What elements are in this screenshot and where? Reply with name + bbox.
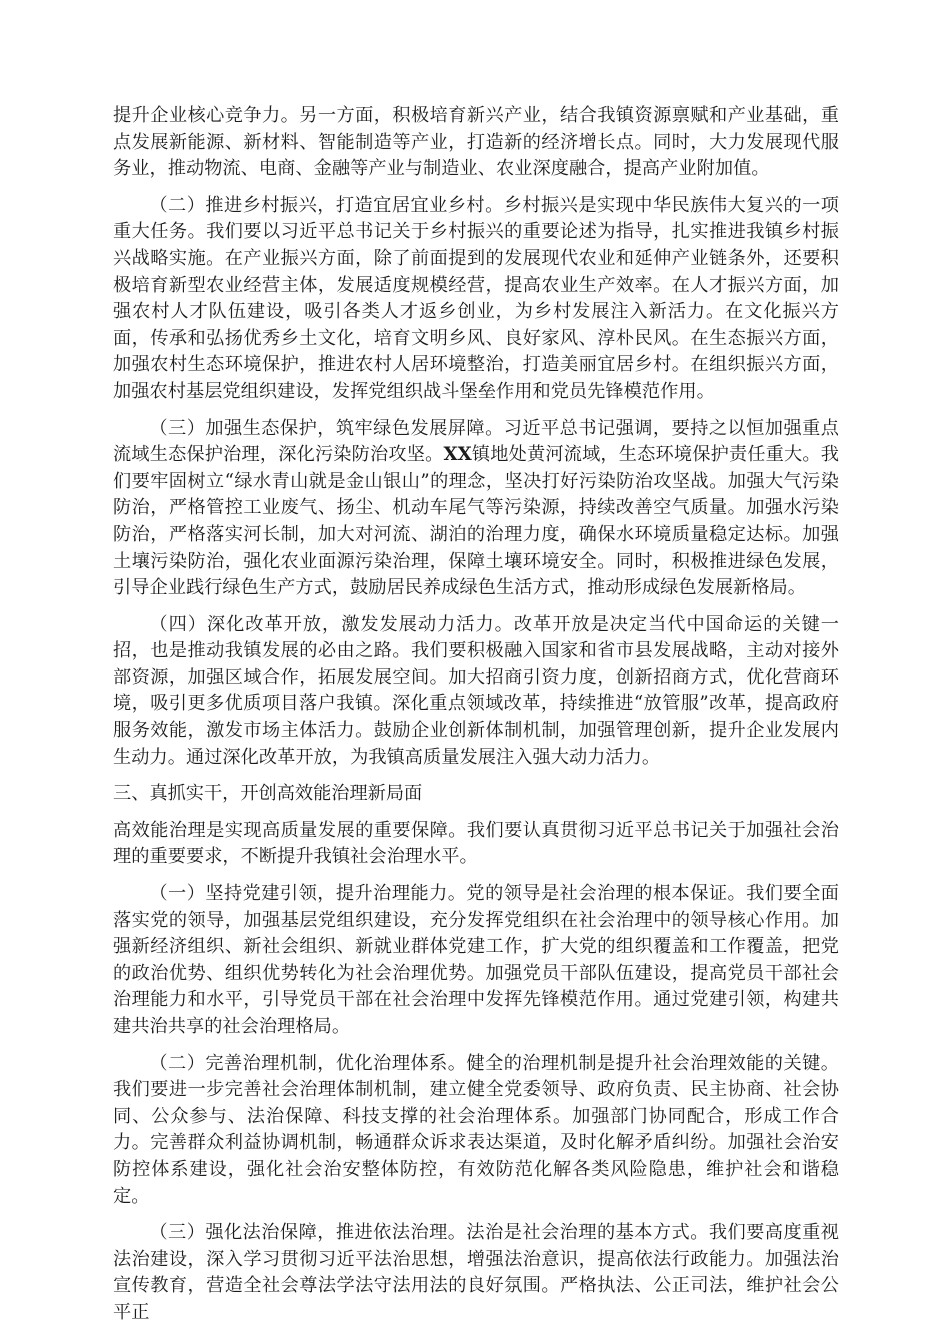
paragraph-governance-intro: 高效能治理是实现高质量发展的重要保障。我们要认真贯彻习近平总书记关于加强社会治理的重要要求，不断提升我镇社会治理水平。 [113,819,839,868]
town-name-placeholder: XX [443,444,472,466]
paragraph-party-building-leadership: （一）坚持党建引领，提升治理能力。党的领导是社会治理的根本保证。我们要全面落实党的领导，加强基层党组织建设，充分发挥党组织在社会治理中的领导核心作用。加强新经济组织、新社会组织、新就业群体党建工作，扩大党的组织覆盖和工作覆盖，把党的政治优势、组织优势转化为社会治理优势。加强党员干部队伍建设，提高党员干部社会治理能力和水平，引导党员干部在社会治理中发挥先锋模范作用。通过党建引领，构建共建共治共享的社会治理格局。 [113,883,839,1037]
paragraph-reform-opening: （四）深化改革开放，激发发展动力活力。改革开放是决定当代中国命运的关键一招，也是推动我镇发展的必由之路。我们要积极融入国家和省市县发展战略，主动对接外部资源，加强区域合作，拓展发展空间。加大招商引资力度，创新招商方式，优化营商环境，吸引更多优质项目落户我镇。深化重点领域改革，持续推进“放管服”改革，提高政府服务效能，激发市场主体活力。鼓励企业创新体制机制，加强管理创新，提升企业发展内生动力。通过深化改革开放，为我镇高质量发展注入强大动力活力。 [113,613,839,768]
paragraph-rural-revitalization: （二）推进乡村振兴，打造宜居宜业乡村。乡村振兴是实现中华民族伟大复兴的一项重大任务。我们要以习近平总书记关于乡村振兴的重要论述为指导，扎实推进我镇乡村振兴战略实施。在产业振兴方面，除了前面提到的发展现代农业和延伸产业链条外，还要积极培育新型农业经营主体，发展适度规模经营，提高农业生产效率。在人才振兴方面，加强农村人才队伍建设，吸引各类人才返乡创业，为乡村发展注入新活力。在文化振兴方面，传承和弘扬优秀乡土文化，培育文明乡风、良好家风、淳朴民风。在生态振兴方面，加强农村生态环境保护，推进农村人居环境整治，打造美丽宜居乡村。在组织振兴方面，加强农村基层党组织建设，发挥党组织战斗堡垒作用和党员先锋模范作用。 [113,194,839,402]
paragraph-rule-of-law: （三）强化法治保障，推进依法治理。法治是社会治理的基本方式。我们要高度重视法治建设，深入学习贯彻习近平法治思想，增强法治意识，提高依法行政能力。加强法治宣传教育，营造全社会尊法学法守法用法的良好氛围。严格执法、公正司法，维护社会公平正 [113,1222,839,1323]
paragraph-industry-continuation: 提升企业核心竞争力。另一方面，积极培育新兴产业，结合我镇资源禀赋和产业基础，重点发展新能源、新材料、智能制造等产业，打造新的经济增长点。同时，大力发展现代服务业，推动物流、电商、金融等产业与制造业、农业深度融合，提高产业附加值。 [113,105,839,180]
paragraph-ecological-protection [113,416,839,602]
eco-segment-2: 镇地处黄河流域，生态环境保护责任重大。我们要牢固树立“绿水青山就是金山银山”的理念，坚决打好污染防治攻坚战。加强大气污染防治，严格管控工业废气、扬尘、机动车尾气等污染源，持续改善空气质量。加强水污染防治，严格落实河长制，加大对河流、湖泊的治理力度，确保水环境质量稳定达标。加强土壤污染防治，强化农业面源污染治理，保障土壤环境安全。同时，积极推进绿色发展，引导企业践行绿色生产方式，鼓励居民养成绿色生活方式，推动形成绿色发展新格局。 [113,444,839,599]
section-heading-three: 三、真抓实干，开创高效能治理新局面 [113,783,423,805]
eco-segment-1: （三）加强生态保护，筑牢绿色发展屏障。习近平总书记强调，要持之以恒加强重点流域生态保护治理，深化污染防治攻坚。 [113,417,839,466]
paragraph-governance-mechanism: （二）完善治理机制，优化治理体系。健全的治理机制是提升社会治理效能的关键。我们要进一步完善社会治理体制机制，建立健全党委领导、政府负责、民主协商、社会协同、公众参与、法治保障、科技支撑的社会治理体系。加强部门协同配合，形成工作合力。完善群众利益协调机制，畅通群众诉求表达渠道，及时化解矛盾纠纷。加强社会治安防控体系建设，强化社会治安整体防控，有效防范化解各类风险隐患，维护社会和谐稳定。 [113,1052,839,1207]
document-text-body [113,103,839,1327]
